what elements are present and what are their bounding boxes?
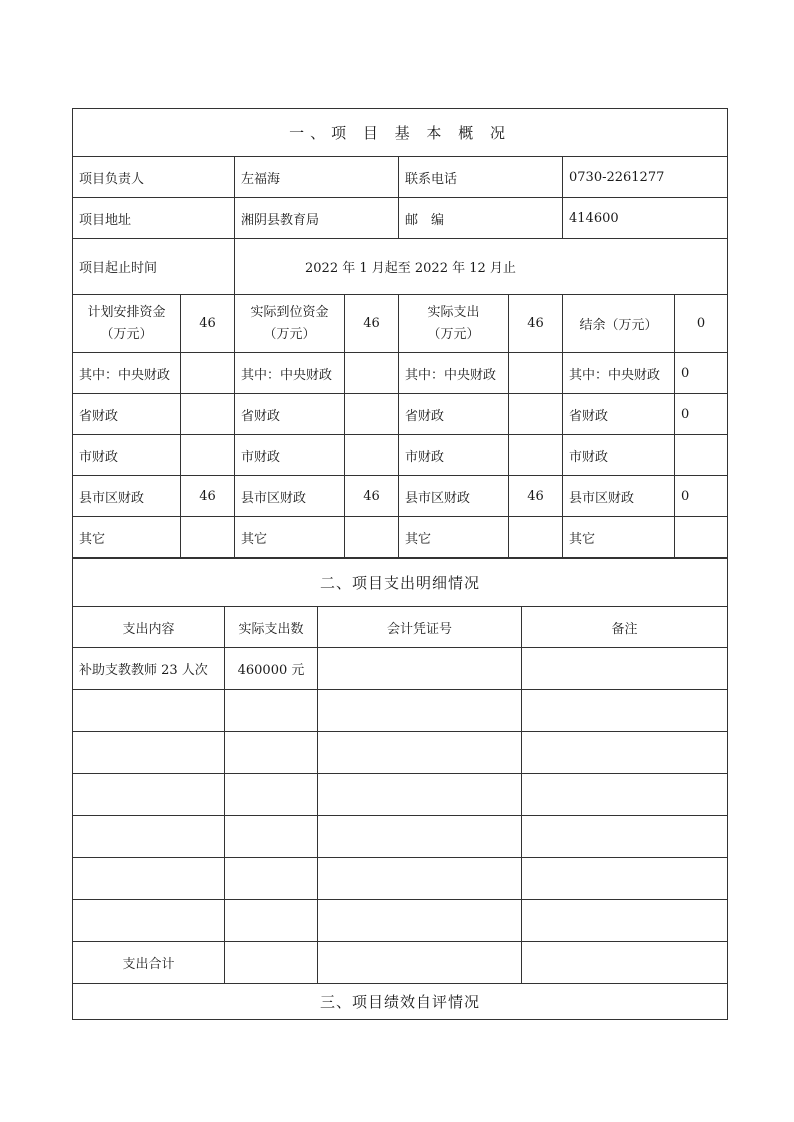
section1-title: 一、项 目 基 本 概 况	[73, 109, 728, 157]
fund-source-label: 县市区财政	[399, 476, 509, 517]
expense-content	[73, 858, 225, 900]
fund-source-spent	[509, 517, 563, 558]
planned-fund-header-line2: （万元）	[100, 326, 153, 342]
expense-content	[73, 900, 225, 942]
fund-source-label: 市财政	[563, 435, 675, 476]
expense-amount	[225, 816, 318, 858]
column-header-amount: 实际支出数	[225, 607, 318, 648]
table-row	[73, 900, 728, 942]
expense-amount	[225, 690, 318, 732]
fund-source-label: 省财政	[73, 394, 181, 435]
fund-source-planned	[181, 353, 235, 394]
manager-label: 项目负责人	[73, 157, 235, 198]
expenditure-detail-table	[72, 558, 728, 1020]
expense-voucher	[318, 690, 522, 732]
fund-source-balance	[675, 517, 728, 558]
expense-remarks	[522, 858, 728, 900]
spent-value: 46	[509, 295, 563, 353]
fund-source-label: 省财政	[235, 394, 345, 435]
fund-source-label: 市财政	[235, 435, 345, 476]
expense-amount	[225, 858, 318, 900]
expense-amount	[225, 732, 318, 774]
balance-header: 结余（万元）	[563, 295, 675, 353]
fund-source-label: 其它	[399, 517, 509, 558]
expense-remarks	[522, 732, 728, 774]
expense-remarks	[522, 648, 728, 690]
fund-source-label: 其它	[563, 517, 675, 558]
project-overview-table	[72, 108, 728, 558]
spent-header-line1: 实际支出	[427, 304, 480, 320]
fund-source-row	[73, 517, 728, 558]
fund-source-label: 县市区财政	[235, 476, 345, 517]
expense-content	[73, 816, 225, 858]
expense-content	[73, 690, 225, 732]
address-label: 项目地址	[73, 198, 235, 239]
fund-source-label: 县市区财政	[563, 476, 675, 517]
fund-source-label: 市财政	[73, 435, 181, 476]
expense-remarks	[522, 900, 728, 942]
expense-voucher	[318, 858, 522, 900]
manager-value: 左福海	[235, 157, 399, 198]
fund-source-label: 其中：中央财政	[235, 353, 345, 394]
fund-source-row	[73, 353, 728, 394]
expense-voucher	[318, 774, 522, 816]
section3-title: 三、项目绩效自评情况	[73, 984, 728, 1020]
fund-source-label: 其中：中央财政	[73, 353, 181, 394]
total-label: 支出合计	[73, 942, 225, 984]
postcode-label: 邮 编	[399, 198, 563, 239]
address-value: 湘阴县教育局	[235, 198, 399, 239]
fund-source-row	[73, 394, 728, 435]
fund-source-label: 市财政	[399, 435, 509, 476]
fund-source-label: 省财政	[399, 394, 509, 435]
expenditure-header-row	[73, 607, 728, 648]
table-row	[73, 816, 728, 858]
total-remarks	[522, 942, 728, 984]
fund-source-label: 其它	[73, 517, 181, 558]
fund-source-spent	[509, 394, 563, 435]
fund-source-actual	[345, 394, 399, 435]
postcode-value: 414600	[563, 198, 728, 239]
fund-source-actual: 46	[345, 476, 399, 517]
total-row	[73, 942, 728, 984]
fund-source-row	[73, 476, 728, 517]
table-row	[73, 774, 728, 816]
expense-voucher	[318, 732, 522, 774]
table-row	[73, 690, 728, 732]
table-row	[73, 858, 728, 900]
spent-header	[399, 295, 509, 353]
fund-source-spent	[509, 435, 563, 476]
expense-content	[73, 732, 225, 774]
expense-amount: 460000 元	[225, 648, 318, 690]
balance-value: 0	[675, 295, 728, 353]
expense-remarks	[522, 816, 728, 858]
actual-fund-header	[235, 295, 345, 353]
fund-source-label: 其中：中央财政	[399, 353, 509, 394]
expense-content	[73, 774, 225, 816]
column-header-voucher: 会计凭证号	[318, 607, 522, 648]
fund-source-label: 其中：中央财政	[563, 353, 675, 394]
table-row	[73, 648, 728, 690]
expense-amount	[225, 900, 318, 942]
spent-header-line2: （万元）	[427, 326, 480, 342]
fund-source-planned	[181, 517, 235, 558]
expense-remarks	[522, 690, 728, 732]
fund-source-spent	[509, 353, 563, 394]
planned-fund-header	[73, 295, 181, 353]
fund-source-planned: 46	[181, 476, 235, 517]
period-label: 项目起止时间	[73, 239, 235, 295]
fund-source-planned	[181, 435, 235, 476]
fund-source-actual	[345, 353, 399, 394]
phone-label: 联系电话	[399, 157, 563, 198]
total-voucher	[318, 942, 522, 984]
column-header-remarks: 备注	[522, 607, 728, 648]
fund-source-row	[73, 435, 728, 476]
actual-fund-value: 46	[345, 295, 399, 353]
fund-source-label: 县市区财政	[73, 476, 181, 517]
fund-source-actual	[345, 435, 399, 476]
expense-amount	[225, 774, 318, 816]
fund-source-actual	[345, 517, 399, 558]
fund-source-label: 其它	[235, 517, 345, 558]
fund-source-balance: 0	[675, 476, 728, 517]
table-row	[73, 732, 728, 774]
actual-fund-header-line1: 实际到位资金	[250, 304, 329, 320]
period-value: 2022 年 1 月起至 2022 年 12 月止	[235, 239, 728, 295]
actual-fund-header-line2: （万元）	[263, 326, 316, 342]
fund-source-balance: 0	[675, 353, 728, 394]
fund-source-spent: 46	[509, 476, 563, 517]
section2-title: 二、项目支出明细情况	[73, 559, 728, 607]
fund-source-balance	[675, 435, 728, 476]
fund-source-balance: 0	[675, 394, 728, 435]
fund-source-planned	[181, 394, 235, 435]
total-value	[225, 942, 318, 984]
expense-content: 补助支教教师 23 人次	[73, 648, 225, 690]
phone-value: 0730-2261277	[563, 157, 728, 198]
expense-voucher	[318, 648, 522, 690]
fund-source-label: 省财政	[563, 394, 675, 435]
planned-fund-value: 46	[181, 295, 235, 353]
column-header-content: 支出内容	[73, 607, 225, 648]
expense-voucher	[318, 816, 522, 858]
expense-voucher	[318, 900, 522, 942]
planned-fund-header-line1: 计划安排资金	[87, 304, 166, 320]
expense-remarks	[522, 774, 728, 816]
